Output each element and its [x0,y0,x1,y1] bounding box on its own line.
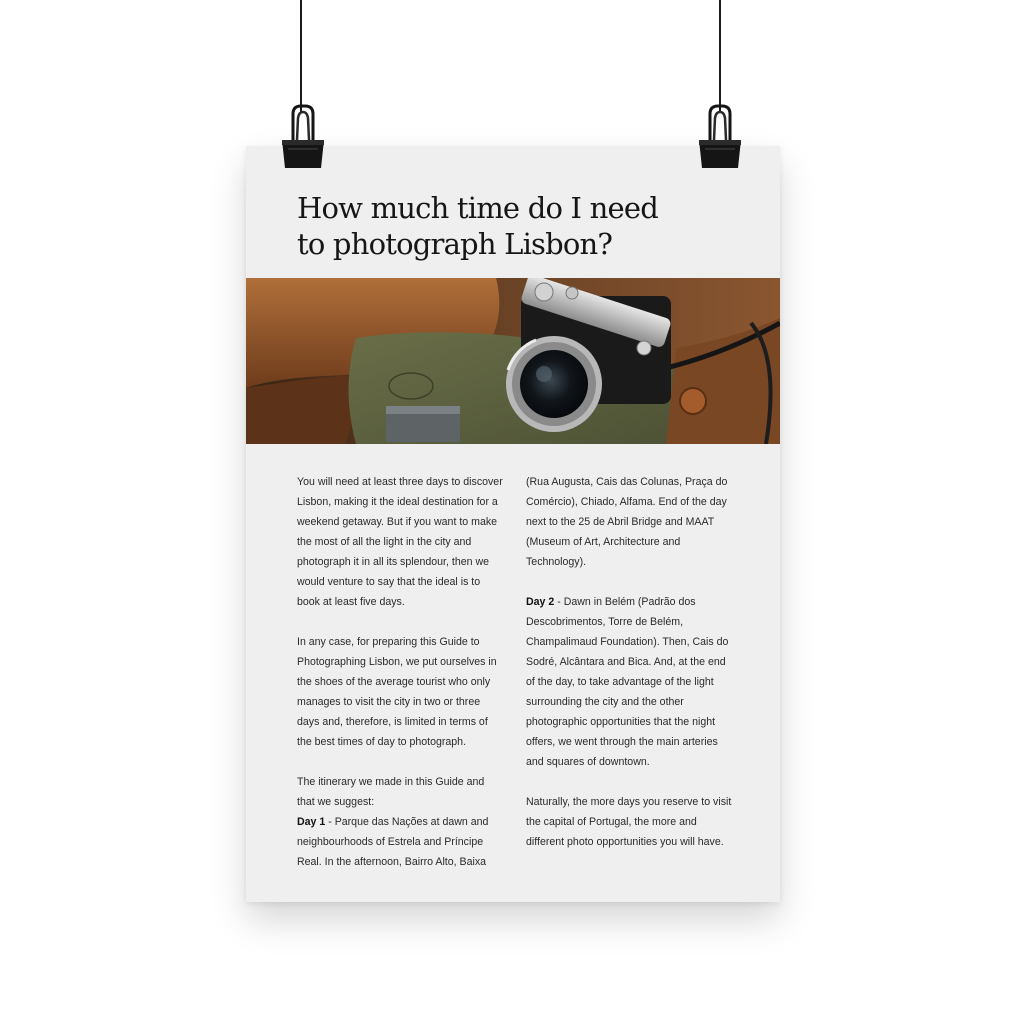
poster-title-line-2: to photograph Lisbon? [297,227,613,261]
camera-bag-photo [246,278,780,444]
day2-text: - Dawn in Belém (Padrão dos Descobrimentos, Torre de Belém, Champalimaud Foundation). Then, Cais do Sodré, Alcântara and Bica. And, at the end of the day, to take advantage of the light surrounding the city and the other photographic opportunities that the night offers, we went through the main arteries and squares of downtown. [526,596,729,768]
day1-text: - Parque das Nações at dawn and neighbourhoods of Estrela and Príncipe Real. In the afternoon, Bairro Alto, Baixa [297,816,489,868]
intro-paragraph: You will need at least three days to discover Lisbon, making it the ideal destination for a weekend getaway. But if you want to make the most of all the light in the city and photograph it in all its splendour, then we would venture to say that the ideal is to book at least five days. [297,476,503,608]
hanging-wire-right [719,0,721,112]
day2-paragraph [526,592,732,772]
day2-label: Day 2 [526,596,555,608]
poster-title-line-1: How much time do I need [297,191,658,225]
day1-paragraph [297,812,503,872]
hanging-wire-left [300,0,302,112]
closing-paragraph: Naturally, the more days you reserve to visit the capital of Portugal, the more and different photo opportunities you will have. [526,796,732,848]
guide-paragraph: In any case, for preparing this Guide to Photographing Lisbon, we put ourselves in the shoes of the average tourist who only manages to visit the city in two or three days and, therefore, is limited in terms of the best times of day to photograph. [297,636,497,748]
text-column-right [526,472,732,852]
poster-title [297,190,717,262]
itinerary-intro: The itinerary we made in this Guide and that we suggest: [297,776,485,808]
binder-clip-right [697,100,743,170]
poster [246,146,780,902]
binder-clip-left [280,100,326,170]
text-column-left [297,472,503,872]
day1-continued: (Rua Augusta, Cais das Colunas, Praça do Comércio), Chiado, Alfama. End of the day next to the 25 de Abril Bridge and MAAT (Museum of Art, Architecture and Technology). [526,476,728,568]
day1-label: Day 1 [297,816,326,828]
